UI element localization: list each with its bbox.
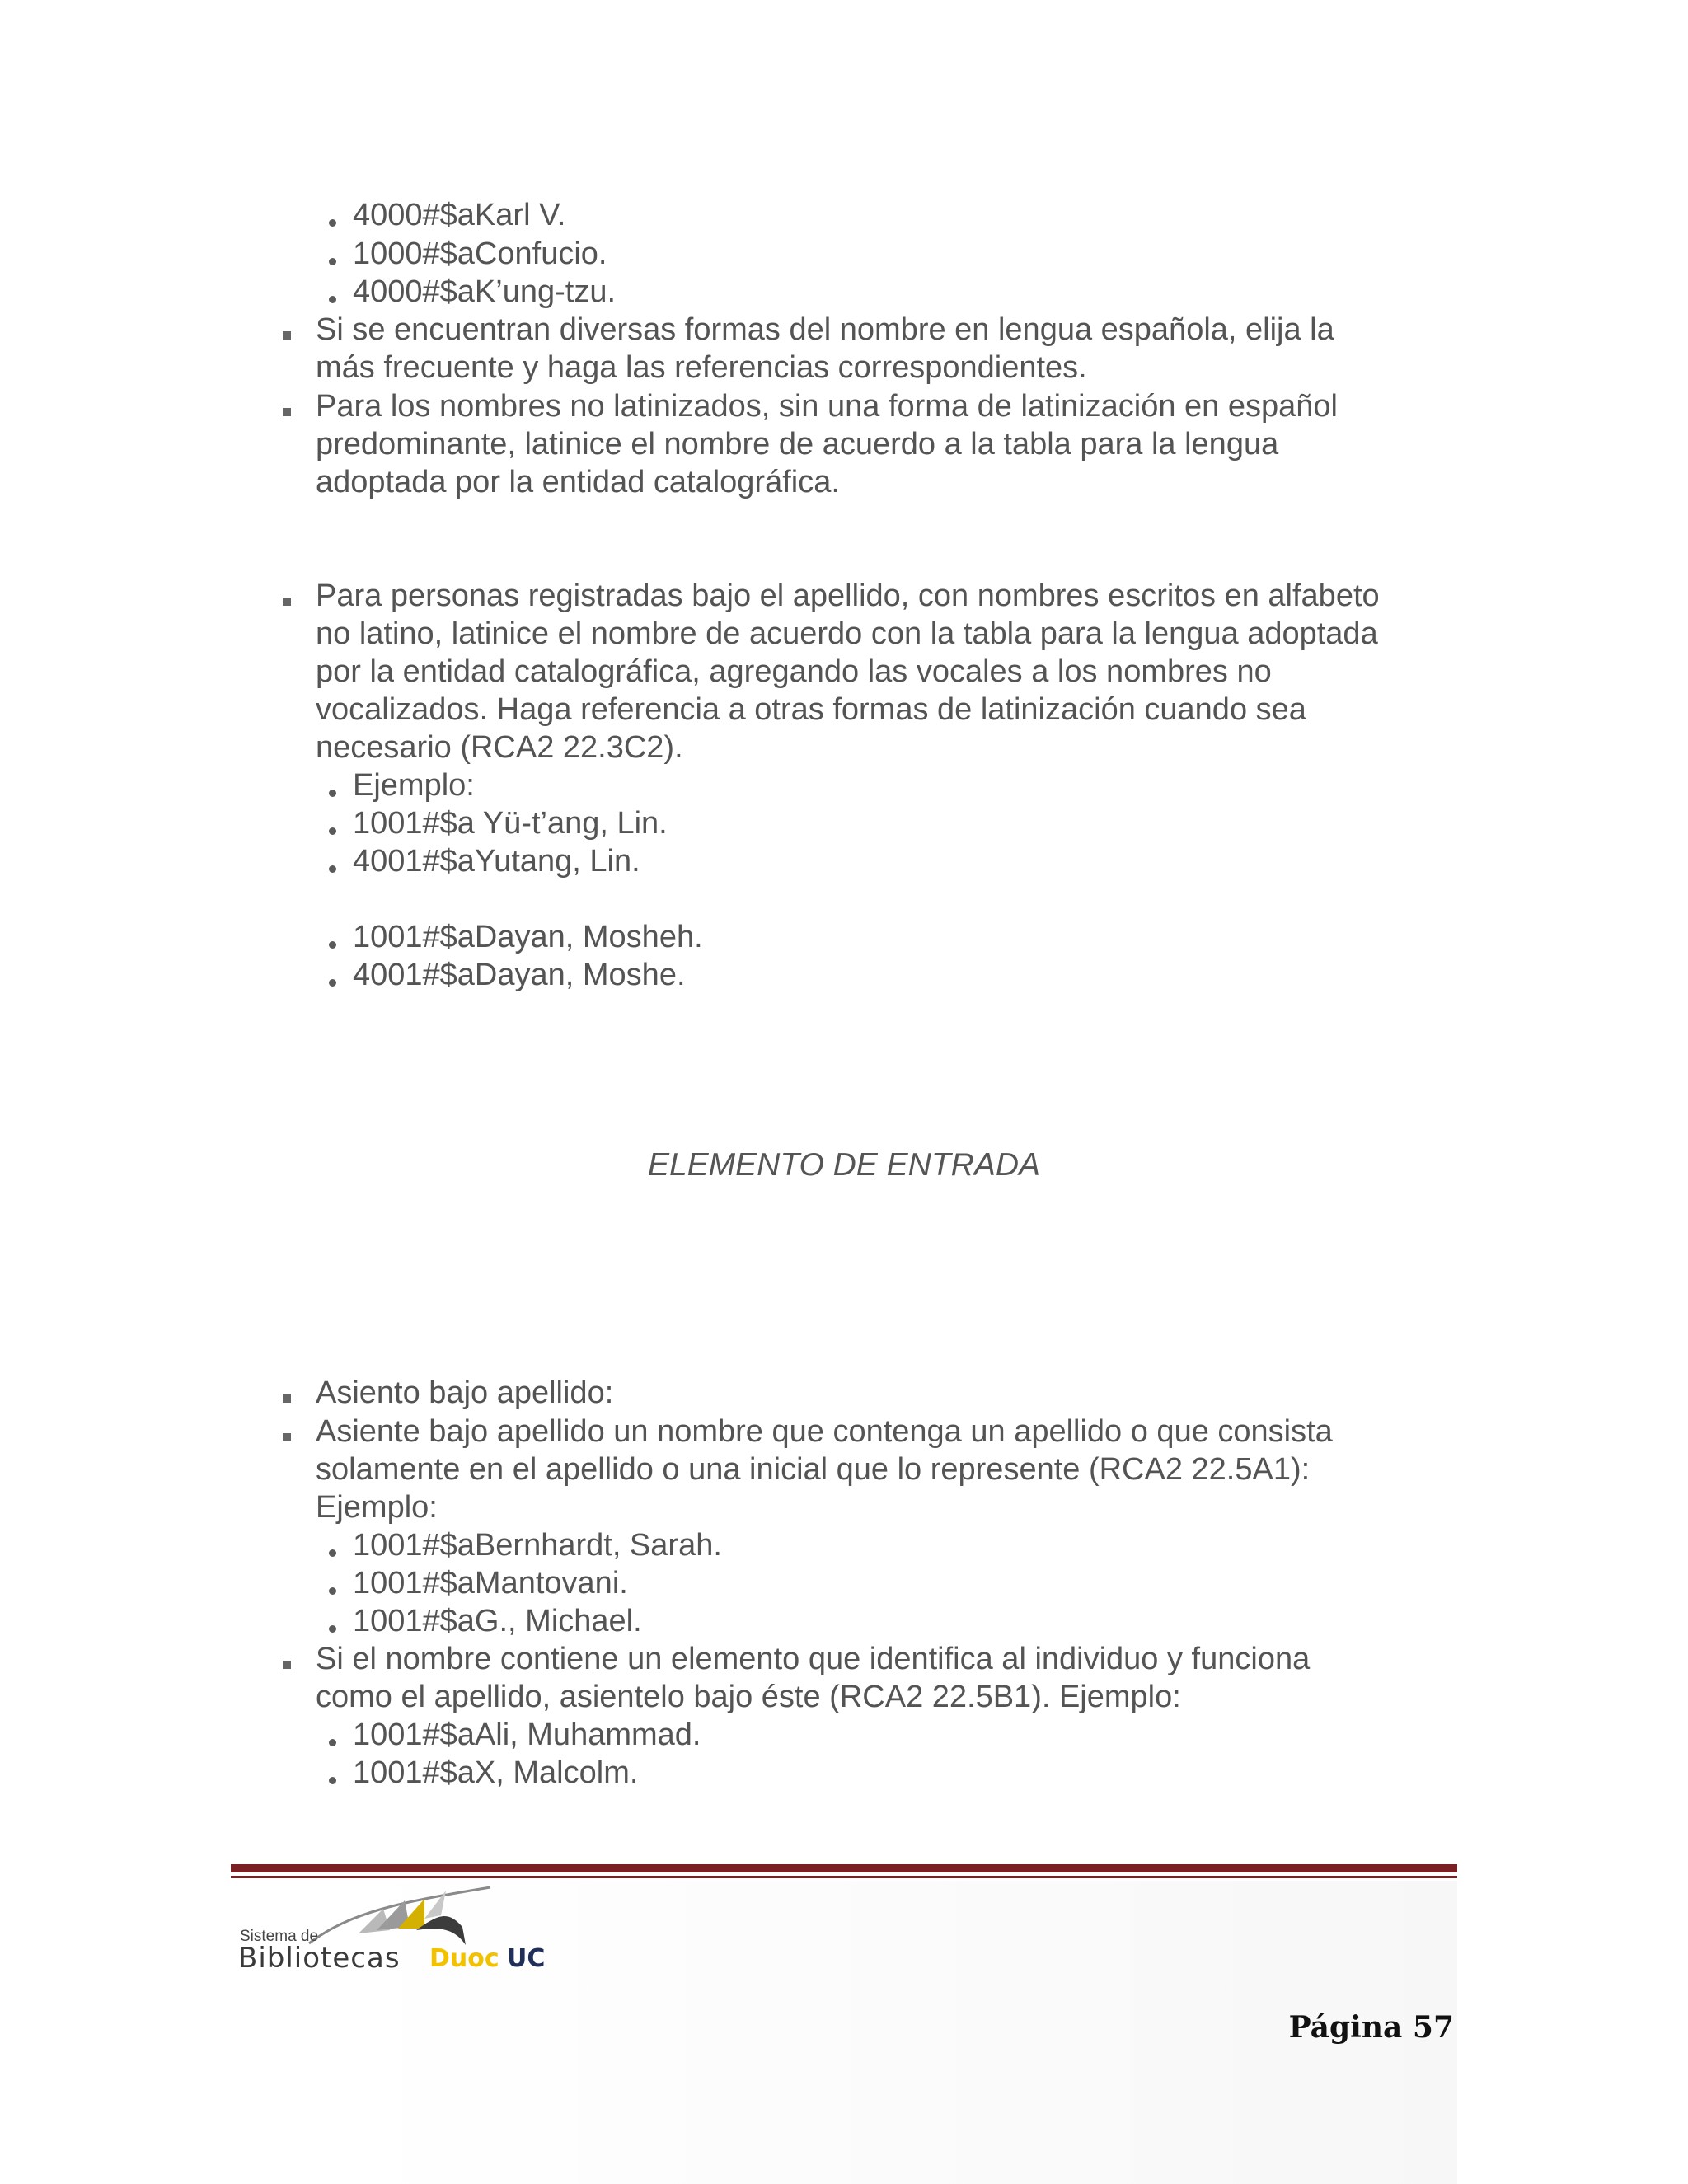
example-line: 1001#$a Yü-t’ang, Lin. (353, 806, 668, 841)
logo-text-small: Sistema de (240, 1928, 319, 1945)
bullet-square (283, 331, 291, 340)
paragraph-line: más frecuente y haga las referencias correspondientes. (316, 350, 1087, 385)
bullet-square (283, 1661, 291, 1669)
bullet-dot (329, 979, 336, 987)
paragraph-line: como el apellido, asientelo bajo éste (RCA2 22.5B1). Ejemplo: (316, 1680, 1181, 1714)
paragraph-line: necesario (RCA2 22.3C2). (316, 730, 683, 765)
example-line: 1001#$aMantovani. (353, 1566, 628, 1601)
paragraph-line: no latino, latinice el nombre de acuerdo con la tabla para la lengua adoptada (316, 616, 1378, 651)
bullet-square (283, 598, 291, 606)
paragraph-line: Si se encuentran diversas formas del nombre en lengua española, elija la (316, 312, 1334, 347)
bullet-dot (329, 865, 336, 873)
example-line: 4001#$aYutang, Lin. (353, 844, 640, 879)
paragraph-line: por la entidad catalográfica, agregando las vocales a los nombres no (316, 654, 1272, 689)
bullet-square (283, 1394, 291, 1403)
example-line: 4000#$aK’ung-tzu. (353, 274, 617, 309)
example-line: 4000#$aKarl V. (353, 198, 566, 232)
paragraph-line: vocalizados. Haga referencia a otras formas de latinización cuando sea (316, 692, 1306, 727)
page-number: Página 57 (1288, 2010, 1454, 2045)
example-line: 1001#$aDayan, Mosheh. (353, 920, 703, 954)
example-line: 1000#$aConfucio. (353, 237, 607, 271)
paragraph-line: Si el nombre contiene un elemento que identifica al individuo y funciona (316, 1642, 1311, 1676)
bullet-dot (329, 827, 336, 835)
logo-brand-duoc: Duoc (429, 1944, 499, 1973)
bullet-square (283, 408, 291, 416)
bullet-dot (329, 296, 336, 303)
bullet-dot (329, 941, 336, 949)
paragraph-line: Asiente bajo apellido un nombre que contenga un apellido o que consista (316, 1414, 1333, 1449)
example-line: 1001#$aBernhardt, Sarah. (353, 1528, 722, 1563)
paragraph-line: Para los nombres no latinizados, sin una forma de latinización en español (316, 389, 1338, 424)
paragraph-line: predominante, latinice el nombre de acuerdo a la tabla para la lengua (316, 427, 1279, 462)
bullet-square (283, 1433, 291, 1441)
bullet-dot (329, 1739, 336, 1746)
example-line: 1001#$aG., Michael. (353, 1604, 642, 1638)
paragraph-line: Ejemplo: (316, 1490, 438, 1525)
example-line: Ejemplo: (353, 768, 475, 803)
paragraph-line: Asiento bajo apellido: (316, 1376, 614, 1410)
example-line: 4001#$aDayan, Moshe. (353, 958, 686, 992)
bullet-dot (329, 1587, 336, 1595)
paragraph-line: Para personas registradas bajo el apellido, con nombres escritos en alfabeto (316, 579, 1380, 613)
library-logo (235, 1879, 581, 1975)
bullet-dot (329, 1549, 336, 1557)
example-line: 1001#$aAli, Muhammad. (353, 1718, 701, 1752)
bullet-dot (329, 1777, 336, 1784)
example-line: 1001#$aX, Malcolm. (353, 1755, 639, 1790)
paragraph-line: adoptada por la entidad catalográfica. (316, 465, 840, 499)
section-heading: ELEMENTO DE ENTRADA (647, 1147, 1041, 1183)
paragraph-line: solamente en el apellido o una inicial que lo represente (RCA2 22.5A1): (316, 1452, 1311, 1487)
logo-text-main: Bibliotecas (238, 1942, 401, 1975)
bullet-dot (329, 1625, 336, 1633)
bullet-dot (329, 790, 336, 797)
bullet-dot (329, 219, 336, 227)
footer-rule-thin (231, 1876, 1457, 1878)
footer-rule (231, 1864, 1457, 1872)
logo-brand-uc: UC (507, 1944, 546, 1973)
bullet-dot (329, 258, 336, 265)
